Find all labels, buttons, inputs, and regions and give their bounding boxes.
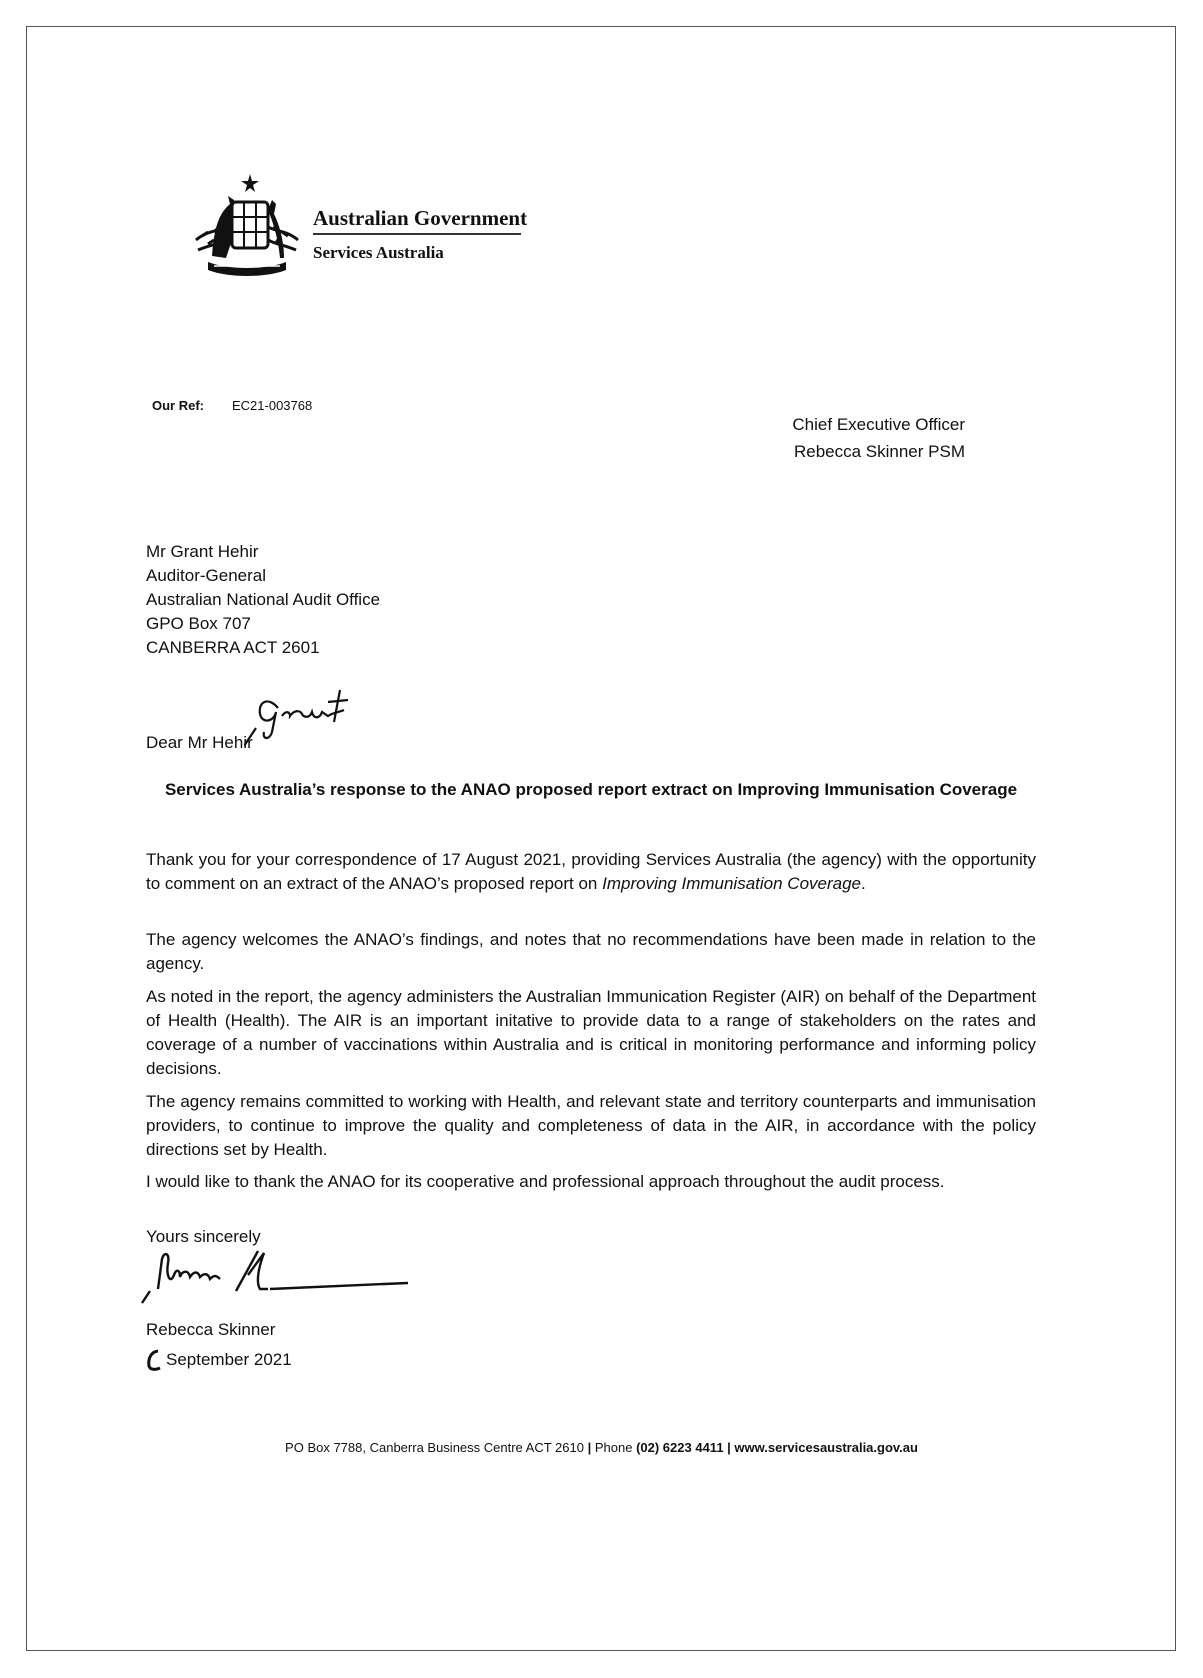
recipient-line: Mr Grant Hehir: [146, 542, 259, 561]
letter-date: September 2021: [166, 1350, 292, 1369]
handwritten-date-mark: [146, 1348, 162, 1372]
sender-name: Rebecca Skinner PSM: [793, 442, 965, 461]
recipient-line: GPO Box 707: [146, 614, 251, 633]
handwritten-grant-annotation: [244, 686, 364, 746]
body-paragraph: As noted in the report, the agency administers the Australian Immunication Register (AIR) on behalf of the Department of Health (Health). The AIR is an important initative to provide data to a range of stakeholders on the rates and coverage of a number of vaccinations within Australia and is critical in monitoring performance and informing policy decisions.: [146, 987, 1036, 1078]
handwritten-signature: [140, 1245, 410, 1315]
recipient-line: CANBERRA ACT 2601: [146, 638, 320, 657]
recipient-line: Auditor-General: [146, 566, 267, 585]
sender-title: Chief Executive Officer: [792, 415, 965, 434]
footer-phone: (02) 6223 4411: [636, 1440, 724, 1455]
letter-subject: Services Australia’s response to the ANAO proposed report extract on Improving Immunisation Coverage: [164, 780, 1018, 799]
signatory-name: Rebecca Skinner: [146, 1320, 276, 1339]
footer-address: PO Box 7788, Canberra Business Centre ACT 2610: [285, 1440, 584, 1455]
reference-value: EC21-003768: [232, 398, 313, 413]
reference-label: Our Ref:: [152, 398, 204, 413]
coat-of-arms-icon: [188, 170, 306, 282]
recipient-line: Australian National Audit Office: [146, 590, 381, 609]
report-title: Improving Immunisation Coverage: [602, 874, 862, 893]
footer-website[interactable]: www.servicesaustralia.gov.au: [734, 1440, 918, 1455]
body-paragraph: The agency welcomes the ANAO’s findings, and notes that no recommendations have been made in relation to the agency.: [146, 930, 1036, 973]
salutation: Dear Mr Hehir: [146, 733, 253, 752]
letterhead-divider: [313, 233, 521, 235]
body-paragraph: I would like to thank the ANAO for its cooperative and professional approach throughout the audit process.: [146, 1172, 945, 1191]
agency-name: Services Australia: [313, 243, 444, 262]
government-name: Australian Government: [313, 206, 528, 230]
body-paragraph: Thank you for your correspondence of 17 August 2021, providing Services Australia (the agency) with the opportunity to comment on an extract of the ANAO’s proposed report on Improving Immunisation Coverage.: [146, 850, 1036, 893]
body-paragraph: The agency remains committed to working with Health, and relevant state and territory counterparts and immunisation providers, to continue to improve the quality and completeness of data in the AIR, in accordance with the policy directions set by Health.: [146, 1092, 1036, 1159]
closing: Yours sincerely: [146, 1227, 261, 1246]
footer-phone-label: Phone: [594, 1440, 633, 1455]
letter-footer: PO Box 7788, Canberra Business Centre ACT 2610 | Phone (02) 6223 4411 | www.servicesaustralia.gov.au: [285, 1440, 918, 1455]
